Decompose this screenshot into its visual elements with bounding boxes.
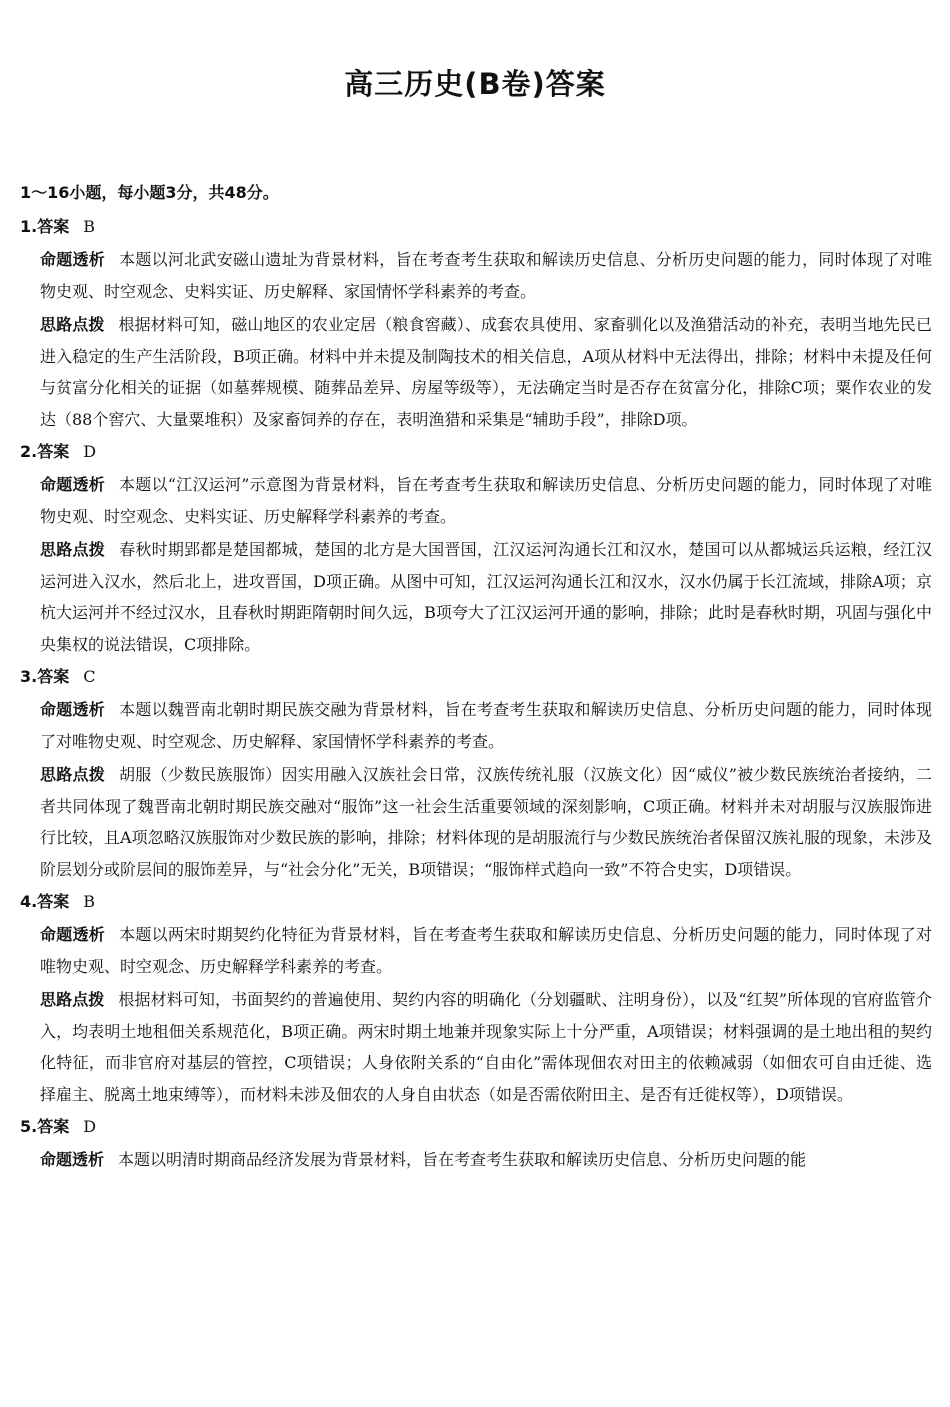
analysis-label: 命题透析 [40, 475, 106, 494]
approach-paragraph [20, 309, 932, 435]
page-title: 高三历史(B卷)答案 [344, 67, 606, 101]
approach-label: 思路点拨 [40, 990, 105, 1009]
approach-text: 根据材料可知，磁山地区的农业定居（粮食窖藏）、成套农具使用、家畜驯化以及渔猎活动的补充，表明当地先民已进入稳定的生产生活阶段，B项正确。材料中并未提及制陶技术的相关信息，A项从材料中无法得出，排除；材料中未提及任何与贫富分化相关的证据（如墓葬规模、随葬品差异、房屋等级等），无法确定当时是否存在贫富分化，排除C项；粟作农业的发达（88个窖穴、大量粟堆积）及家畜饲养的存在，表明渔猎和采集是“辅助手段”，排除D项。 [40, 315, 932, 429]
approach-paragraph [20, 759, 932, 885]
approach-text: 胡服（少数民族服饰）因实用融入汉族社会日常，汉族传统礼服（汉族文化）因“威仪”被少数民族统治者接纳，二者共同体现了魏晋南北朝时期民族交融对“服饰”这一社会生活重要领域的深刻影响，C项正确。材料并未对胡服与汉族服饰进行比较，且A项忽略汉族服饰对少数民族的影响，排除；材料体现的是胡服流行与少数民族统治者保留汉族礼服的现象，未涉及阶层划分或阶层间的服饰差异，与“社会分化”无关，B项错误；“服饰样式趋向一致”不符合史实，D项错误。 [40, 765, 932, 879]
analysis-text: 本题以“江汉运河”示意图为背景材料，旨在考查考生获取和解读历史信息、分析历史问题的能力，同时体现了对唯物史观、时空观念、史料实证、历史解释学科素养的考查。 [40, 475, 932, 526]
answer-content [20, 176, 932, 1176]
approach-label: 思路点拨 [40, 315, 105, 334]
analysis-paragraph [20, 919, 932, 982]
question-answer-line [20, 210, 932, 244]
analysis-label: 命题透析 [40, 1150, 105, 1169]
analysis-label: 命题透析 [40, 700, 106, 719]
answer-choice: D [83, 442, 97, 461]
approach-label: 思路点拨 [40, 765, 106, 784]
question-answer-line [20, 660, 932, 694]
analysis-paragraph [20, 1144, 932, 1176]
question-answer-line [20, 1110, 932, 1144]
question-item [20, 885, 932, 1110]
analysis-text: 本题以魏晋南北朝时期民族交融为背景材料，旨在考查考生获取和解读历史信息、分析历史问题的能力，同时体现了对唯物史观、时空观念、历史解释、家国情怀学科素养的考查。 [40, 700, 932, 751]
question-item [20, 210, 932, 435]
answer-label: 答案 [37, 892, 70, 911]
answer-label: 答案 [37, 1117, 70, 1136]
question-item [20, 660, 932, 885]
question-number: 2. [20, 442, 38, 461]
analysis-text: 本题以明清时期商品经济发展为背景材料，旨在考查考生获取和解读历史信息、分析历史问题的能 [118, 1150, 807, 1169]
approach-paragraph [20, 534, 932, 660]
answer-label: 答案 [37, 667, 70, 686]
answer-choice: B [83, 217, 95, 236]
question-number: 5. [20, 1117, 38, 1136]
analysis-paragraph [20, 469, 932, 532]
analysis-label: 命题透析 [40, 925, 106, 944]
question-item [20, 435, 932, 660]
answer-label: 答案 [37, 217, 70, 236]
answer-choice: D [83, 1117, 97, 1136]
approach-text: 根据材料可知，书面契约的普遍使用、契约内容的明确化（分划疆畎、注明身份），以及“红契”所体现的官府监管介入，均表明土地租佃关系规范化，B项正确。两宋时期土地兼并现象实际上十分严重，A项错误；材料强调的是土地出租的契约化特征，而非官府对基层的管控，C项错误；人身依附关系的“自由化”需体现佃农对田主的依赖减弱（如佃农可自由迁徙、选择雇主、脱离土地束缚等），而材料未涉及佃农的人身自由状态（如是否需依附田主、是否有迁徙权等），D项错误。 [40, 990, 932, 1104]
approach-label: 思路点拨 [40, 540, 106, 559]
analysis-paragraph [20, 244, 932, 307]
approach-paragraph [20, 984, 932, 1110]
question-number: 4. [20, 892, 38, 911]
analysis-paragraph [20, 694, 932, 757]
answer-choice: C [83, 667, 96, 686]
analysis-text: 本题以河北武安磁山遗址为背景材料，旨在考查考生获取和解读历史信息、分析历史问题的能力，同时体现了对唯物史观、时空观念、史料实证、历史解释、家国情怀学科素养的考查。 [40, 250, 932, 301]
question-answer-line [20, 885, 932, 919]
answer-label: 答案 [37, 442, 70, 461]
analysis-label: 命题透析 [40, 250, 106, 269]
section-intro: 1～16小题，每小题3分，共48分。 [20, 183, 279, 202]
question-number: 3. [20, 667, 38, 686]
question-item [20, 1110, 932, 1176]
question-number: 1. [20, 217, 38, 236]
question-answer-line [20, 435, 932, 469]
analysis-text: 本题以两宋时期契约化特征为背景材料，旨在考查考生获取和解读历史信息、分析历史问题的能力，同时体现了对唯物史观、时空观念、历史解释学科素养的考查。 [40, 925, 932, 976]
approach-text: 春秋时期郢都是楚国都城，楚国的北方是大国晋国，江汉运河沟通长江和汉水，楚国可以从都城运兵运粮，经江汉运河进入汉水，然后北上，进攻晋国，D项正确。从图中可知，江汉运河沟通长江和汉水，汉水仍属于长江流域，排除A项；京杭大运河并不经过汉水，且春秋时期距隋朝时间久远，B项夸大了江汉运河开通的影响，排除；此时是春秋时期，巩固与强化中央集权的说法错误，C项排除。 [40, 540, 932, 654]
answer-choice: B [83, 892, 95, 911]
